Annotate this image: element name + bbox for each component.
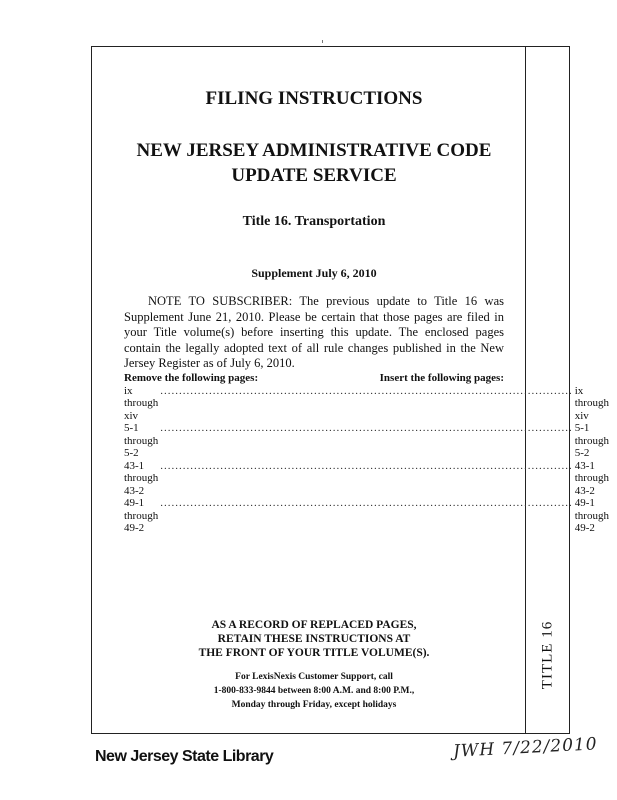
insert-pages: 49-1 through 49-2 (574, 497, 609, 534)
remove-pages: 43-1 through 43-2 (124, 459, 159, 497)
insert-pages: ix through xiv (574, 384, 609, 422)
support-line: For LexisNexis Customer Support, call (235, 672, 393, 682)
record-line: THE FRONT OF YOUR TITLE VOLUME(S). (198, 647, 430, 659)
leader-dots: .............................................................................................................. (160, 384, 573, 397)
support-line: Monday through Friday, except holidays (231, 700, 397, 710)
leader-dots: .............................................................................................................. (160, 497, 573, 509)
insert-pages: 5-1 through 5-2 (574, 422, 609, 459)
table-row (124, 497, 609, 535)
code-title-line: UPDATE SERVICE (231, 165, 397, 186)
table-row (124, 422, 609, 460)
library-stamp: New Jersey State Library (95, 748, 274, 765)
table-row (124, 384, 609, 423)
handwritten-signature: JWH 7/22/2010 (452, 734, 599, 762)
code-title-line: NEW JERSEY ADMINISTRATIVE CODE (136, 140, 492, 161)
subscriber-note: NOTE TO SUBSCRIBER: The previous update to Title 16 was Supplement June 21, 2010. Please be certain that those pages are filed in your Title volume(s) before inserting this update. The enclosed pages contain the legally adopted text of all rule changes published in the New Jersey Register as of July 6, 2010. (124, 294, 504, 370)
support-line: 1-800-833-9844 between 8:00 A.M. and 8:00 P.M., (213, 686, 415, 696)
customer-support (124, 670, 504, 712)
insert-header: Insert the following pages: (379, 372, 504, 384)
scan-mark (322, 40, 323, 43)
remove-pages: ix through xiv (124, 384, 159, 422)
insert-pages: 43-1 through 43-2 (574, 459, 609, 497)
spine-label (528, 610, 568, 700)
table-header (124, 372, 504, 385)
page-replacement-table (124, 372, 609, 535)
code-title (124, 138, 504, 188)
record-line: RETAIN THESE INSTRUCTIONS AT (217, 633, 411, 645)
remove-pages: 49-1 through 49-2 (124, 497, 159, 534)
record-notice (124, 618, 504, 660)
page-title: FILING INSTRUCTIONS (205, 88, 423, 109)
remove-header: Remove the following pages: (124, 372, 259, 384)
title-line: Title 16. Transportation (242, 214, 386, 229)
record-line: AS A RECORD OF REPLACED PAGES, (211, 619, 417, 631)
leader-dots: .............................................................................................................. (160, 422, 573, 434)
leader-dots: .............................................................................................................. (160, 459, 573, 472)
remove-pages: 5-1 through 5-2 (124, 422, 159, 459)
spine-text: TITLE 16 (539, 620, 556, 690)
table-row (124, 459, 609, 498)
supplement-date: Supplement July 6, 2010 (251, 266, 377, 280)
